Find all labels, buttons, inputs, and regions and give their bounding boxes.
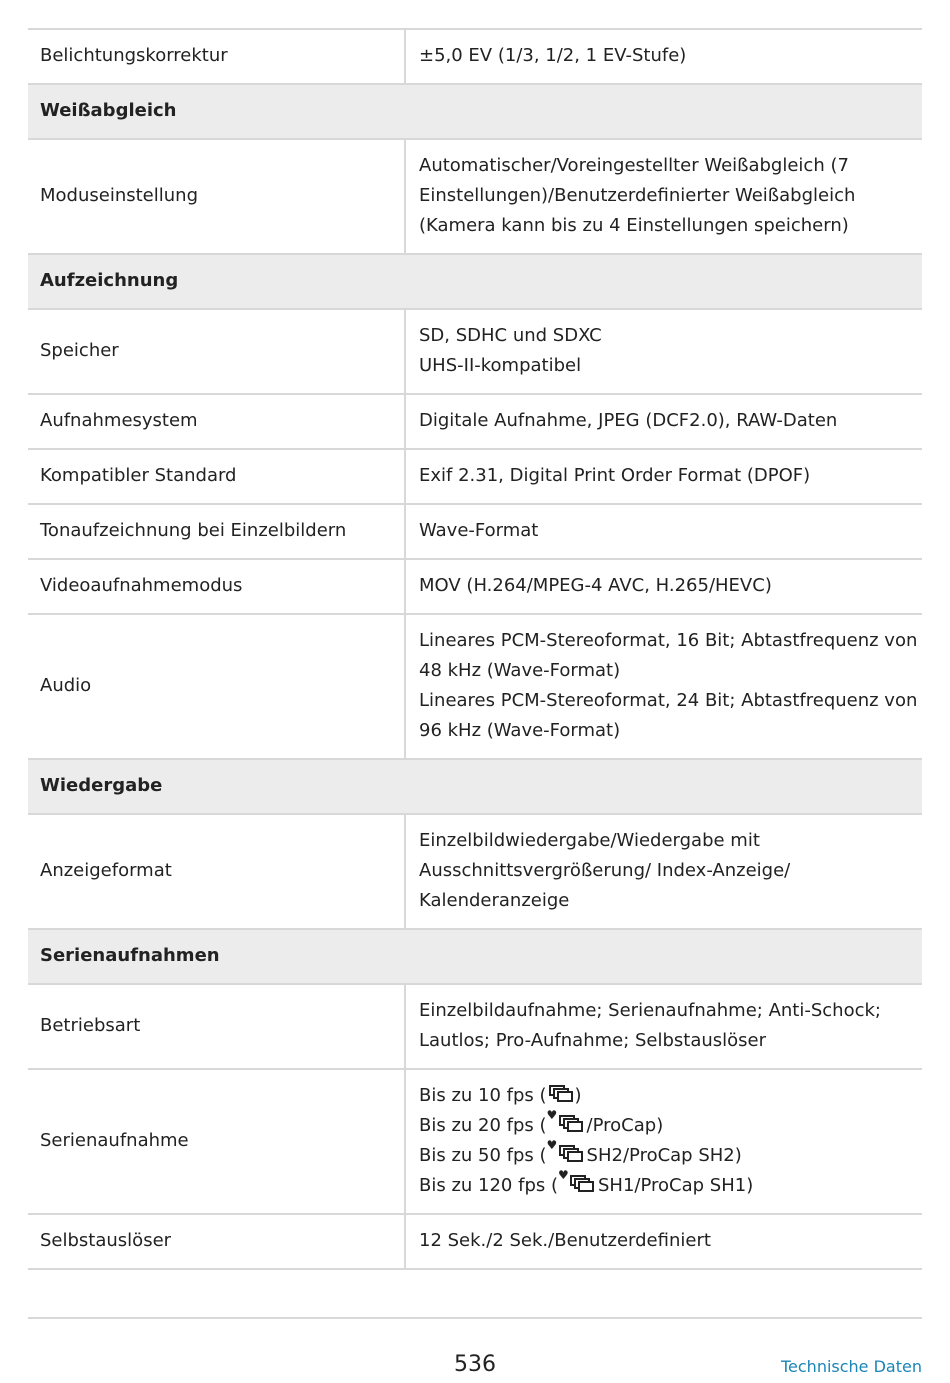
spec-label: Audio	[28, 614, 405, 759]
table-row	[28, 309, 922, 394]
spec-value	[405, 814, 922, 929]
value-text: Bis zu 10 fps (	[419, 1085, 547, 1106]
spec-label: Aufnahmesystem	[28, 394, 405, 449]
table-row	[28, 1069, 922, 1214]
value-line: Lineares PCM-Stereoformat, 16 Bit; Abtastfrequenz von	[419, 630, 918, 651]
sequential-burst-icon	[547, 1085, 575, 1103]
section-header-row	[28, 254, 922, 309]
value-line: Einstellungen)/Benutzerdefinierter Weißabgleich	[419, 185, 856, 206]
table-row	[28, 814, 922, 929]
spec-label: Belichtungskorrektur	[28, 29, 405, 84]
value-line: SD, SDHC und SDXC	[419, 325, 602, 346]
table-row	[28, 559, 922, 614]
spec-value: MOV (H.264/MPEG-4 AVC, H.265/HEVC)	[405, 559, 922, 614]
table-row	[28, 984, 922, 1069]
silent-burst-icon: ♥	[547, 1115, 587, 1133]
table-row	[28, 614, 922, 759]
spec-value: Exif 2.31, Digital Print Order Format (DPOF)	[405, 449, 922, 504]
value-line: Automatischer/Voreingestellter Weißabgleich (7	[419, 155, 849, 176]
section-title: Aufzeichnung	[28, 254, 922, 309]
value-text: /ProCap)	[586, 1115, 664, 1136]
spec-value: Wave-Format	[405, 504, 922, 559]
spec-value	[405, 614, 922, 759]
page-number: 536	[454, 1352, 496, 1377]
silent-burst-icon: ♥	[558, 1175, 598, 1193]
spec-label: Tonaufzeichnung bei Einzelbildern	[28, 504, 405, 559]
table-row	[28, 139, 922, 254]
spec-label: Betriebsart	[28, 984, 405, 1069]
value-line	[419, 1138, 910, 1171]
spec-value	[405, 309, 922, 394]
value-text: Bis zu 20 fps (	[419, 1115, 547, 1136]
spec-value	[405, 984, 922, 1069]
table-row	[28, 1214, 922, 1269]
spec-label: Kompatibler Standard	[28, 449, 405, 504]
silent-burst-icon: ♥	[547, 1145, 587, 1163]
value-line	[419, 1081, 910, 1111]
section-title: Wiedergabe	[28, 759, 922, 814]
table-row	[28, 29, 922, 84]
value-line: Ausschnittsvergrößerung/ Index-Anzeige/	[419, 860, 791, 881]
value-line: Einzelbildwiedergabe/Wiedergabe mit	[419, 830, 760, 851]
value-text: )	[574, 1085, 582, 1106]
value-line	[419, 1108, 910, 1141]
value-text: SH1/ProCap SH1)	[598, 1175, 754, 1196]
value-text: Bis zu 120 fps (	[419, 1175, 558, 1196]
value-line: Einzelbildaufnahme; Serienaufnahme; Anti-Schock;	[419, 1000, 881, 1021]
section-header-row	[28, 759, 922, 814]
spec-value	[405, 139, 922, 254]
spec-value: 12 Sek./2 Sek./Benutzerdefiniert	[405, 1214, 922, 1269]
spec-value: Digitale Aufnahme, JPEG (DCF2.0), RAW-Daten	[405, 394, 922, 449]
spec-value	[405, 1069, 922, 1214]
value-line: 48 kHz (Wave-Format)	[419, 660, 621, 681]
spec-label: Anzeigeformat	[28, 814, 405, 929]
table-row	[28, 504, 922, 559]
section-header-row	[28, 929, 922, 984]
table-row	[28, 449, 922, 504]
footer-divider	[28, 1317, 922, 1319]
value-line	[419, 1168, 910, 1201]
table-row	[28, 394, 922, 449]
section-title: Serienaufnahmen	[28, 929, 922, 984]
value-line: Lineares PCM-Stereoformat, 24 Bit; Abtastfrequenz von	[419, 690, 918, 711]
section-header-row	[28, 84, 922, 139]
value-text: SH2/ProCap SH2)	[586, 1145, 742, 1166]
spec-label: Moduseinstellung	[28, 139, 405, 254]
spec-table	[28, 28, 922, 1270]
value-line: (Kamera kann bis zu 4 Einstellungen speichern)	[419, 215, 849, 236]
spec-label: Speicher	[28, 309, 405, 394]
value-line: Lautlos; Pro-Aufnahme; Selbstauslöser	[419, 1030, 767, 1051]
value-line: 96 kHz (Wave-Format)	[419, 720, 621, 741]
spec-label: Selbstauslöser	[28, 1214, 405, 1269]
value-text: Bis zu 50 fps (	[419, 1145, 547, 1166]
spec-value: ±5,0 EV (1/3, 1/2, 1 EV-Stufe)	[405, 29, 922, 84]
value-line: UHS-II-kompatibel	[419, 355, 582, 376]
value-line: Kalenderanzeige	[419, 890, 570, 911]
section-title: Weißabgleich	[28, 84, 922, 139]
section-link-technische-daten[interactable]: Technische Daten	[780, 1357, 922, 1376]
spec-label: Serienaufnahme	[28, 1069, 405, 1214]
spec-label: Videoaufnahmemodus	[28, 559, 405, 614]
